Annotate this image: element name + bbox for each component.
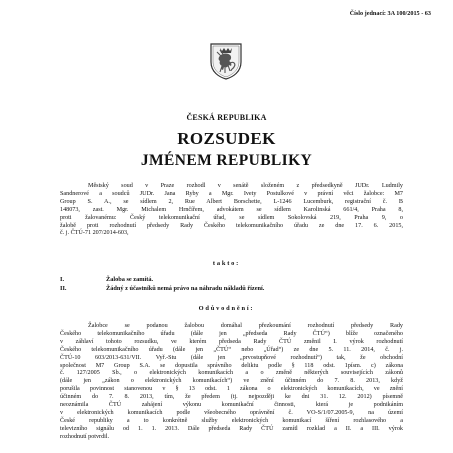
document-title: ROZSUDEK bbox=[177, 129, 276, 148]
ruling-item bbox=[60, 285, 264, 294]
reasoning-line: společnost M7 Group S.A. se dopustila správního deliktu podle § 118 odst. 1písm. c) zákona bbox=[60, 362, 403, 369]
intro-line: Městský soud v Praze rozhodl v senátě složeném z předsedkyně JUDr. Ludmily bbox=[88, 183, 403, 189]
ruling-text: Žaloba se zamítá. bbox=[106, 276, 154, 283]
ruling-list bbox=[60, 276, 264, 293]
intro-line: Group S. A., se sídlem 2, Rue Albert Borschette, L-1246 Lucemburk, registrační č. B bbox=[60, 198, 403, 205]
intro-line: 148073, zast. Mgr. Michalem Hrnčířem, advokátem se sídlem Karolinská 661/4, Praha 8, bbox=[60, 206, 403, 213]
reasoning-line: rozhodnutí potvrdil. bbox=[60, 433, 110, 440]
intro-line: č. j. ČTÚ-71 207/2014-603, bbox=[60, 230, 129, 237]
country-name: ČESKÁ REPUBLIKA bbox=[186, 113, 267, 122]
reasoning-line: č. 127/2005 Sb., o elektronických komunikacích a o změně některých souvisejících zákonů bbox=[60, 370, 403, 377]
reasoning-heading: Odůvodnění: bbox=[198, 305, 255, 312]
reasoning-line: neoznámila ČTÚ zahájení výkonu komunikační činnosti, která je podnikáním bbox=[60, 402, 403, 409]
ruling-number: II. bbox=[60, 284, 67, 292]
czech-state-emblem-icon bbox=[209, 42, 243, 80]
reasoning-line: televizního signálu od 1. 1. 2013. Dále předseda Rady ČTÚ zamítl rozklad a II. a III. výrok bbox=[60, 425, 403, 432]
reasoning-paragraph bbox=[60, 323, 403, 442]
reasoning-line: v záhlaví tohoto rozsudku, ve kterém předseda Rady ČTÚ změnil I. výrok rozhodnutí bbox=[60, 338, 403, 345]
reasoning-line: (dále jen „zákon o elektronických komunikacích“) ve znění účinném do 7. 8. 2013, když bbox=[60, 378, 403, 385]
case-reference-number: Číslo jednací: 3A 100/2015 - 63 bbox=[349, 10, 431, 17]
reasoning-line: Českého telekomunikačního úřadu (dále jen „předseda Rady ČTÚ“) blíže označeného bbox=[60, 330, 403, 337]
reasoning-line: Českého telekomunikačního úřadu (dále jen „ČTÚ“ nebo „Úřad“) ze dne 5. 11. 2014, č. j. bbox=[60, 346, 403, 353]
reasoning-line: porušila povinnost stanovenou v § 13 odst. 1 zákona o elektronických komunikacích, ve znění bbox=[60, 386, 403, 393]
document-subtitle: JMÉNEM REPUBLIKY bbox=[140, 152, 313, 169]
takto-heading: takto: bbox=[212, 260, 241, 267]
ruling-number: I. bbox=[60, 276, 65, 283]
intro-paragraph bbox=[60, 183, 403, 238]
reasoning-line: Žalobce se podanou žalobou domáhal přezkoumání rozhodnutí předsedy Rady bbox=[88, 323, 403, 329]
reasoning-line: ČTÚ-10 603/2013-631/VII. Vyř.-Stu (dále jen „prvostupňové rozhodnutí“) tak, že obchodní bbox=[60, 354, 403, 361]
ruling-text: Žádný z účastníků nemá právo na náhradu nákladů řízení. bbox=[106, 284, 265, 292]
reasoning-line: České republiky a to konkrétně služby elektronických komunikací šíření rozhlasového a bbox=[60, 417, 403, 424]
ruling-item bbox=[60, 276, 264, 285]
intro-line: žalobě proti rozhodnutí předsedy Rady Českého telekomunikačního úřadu ze dne 17. 6. 2015, bbox=[60, 222, 403, 229]
intro-line: Sandnerové a soudců JUDr. Jana Ryby a Mgr. Ivety Postulkové v právní věci žalobce: M7 bbox=[60, 190, 403, 197]
reasoning-line: účinném do 7. 8. 2013, tím, že předem (tj. nejpozději ke dni 31. 12. 2012) písemně bbox=[60, 394, 403, 401]
intro-line: proti žalovanému: Český telekomunikační úřad, se sídlem Sokolovská 219, Praha 9, o bbox=[60, 214, 403, 221]
reasoning-line: v elektronických komunikacích podle všeobecného oprávnění č. VO-S/1/07.2005-9, na území bbox=[60, 409, 403, 416]
